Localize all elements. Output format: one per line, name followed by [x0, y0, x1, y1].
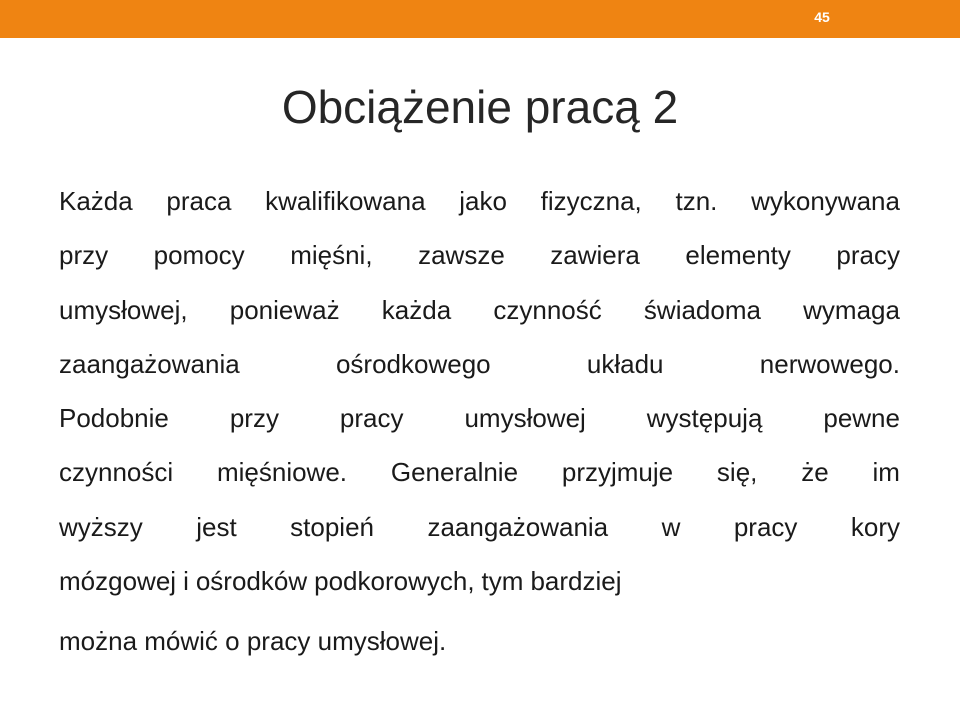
- body-word: zaangażowania: [59, 348, 240, 379]
- body-text: [59, 178, 900, 612]
- body-word: umysłowej,: [59, 294, 188, 325]
- body-word: pracy: [339, 403, 404, 434]
- body-word: tzn.: [675, 186, 718, 216]
- body-word: wymaga: [803, 294, 900, 325]
- body-word: mózgowej: [59, 566, 177, 597]
- body-line: [59, 178, 900, 232]
- body-word: Generalnie: [390, 457, 519, 488]
- body-line: [59, 341, 900, 395]
- body-word: mięśni,: [290, 240, 373, 271]
- body-word: przyjmuje: [561, 457, 674, 488]
- body-line: [59, 504, 900, 558]
- body-line: [59, 232, 900, 286]
- body-word: stopień: [290, 511, 374, 542]
- body-word: zawsze: [418, 240, 505, 271]
- body-word: Każda: [59, 186, 133, 216]
- body-word: kory: [850, 511, 900, 542]
- body-line: [59, 558, 900, 612]
- body-word: pewne: [823, 403, 900, 434]
- body-word: tym: [481, 566, 524, 597]
- body-word: występują: [646, 403, 763, 434]
- body-word: zawiera: [550, 240, 640, 271]
- body-word: jest: [196, 511, 237, 542]
- body-word: zaangażowania: [427, 511, 609, 542]
- body-line: [59, 287, 900, 341]
- body-line: [59, 449, 900, 503]
- body-word: pomocy: [153, 240, 245, 271]
- body-word: umysłowej: [464, 403, 586, 434]
- body-word: czynność: [493, 294, 602, 325]
- body-word: ośrodkowego: [335, 348, 491, 379]
- final-line: można mówić o pracy umysłowej.: [59, 626, 447, 656]
- body-word: przy: [59, 240, 109, 271]
- body-word: ponieważ: [229, 294, 340, 325]
- body-word: pracy: [733, 511, 798, 542]
- body-word: wyższy: [59, 511, 143, 542]
- body-word: jako: [459, 186, 507, 216]
- body-word: mięśniowe.: [216, 457, 348, 488]
- body-word: w: [661, 511, 681, 542]
- body-word: elementy: [685, 240, 791, 271]
- body-word: kwalifikowana: [265, 186, 426, 216]
- body-word: się,: [716, 457, 758, 488]
- top-accent-bar: [0, 0, 960, 38]
- body-word: im: [872, 457, 900, 488]
- body-line: [59, 395, 900, 449]
- body-word: wykonywana: [751, 186, 900, 216]
- body-word: nerwowego.: [759, 348, 900, 379]
- page-number: 45: [814, 9, 830, 25]
- body-word: świadoma: [643, 294, 761, 325]
- body-word: bardziej: [530, 566, 622, 597]
- body-word: ośrodków: [195, 566, 308, 597]
- slide-title: Obciążenie pracą 2: [281, 81, 679, 133]
- body-word: czynności: [59, 457, 174, 488]
- body-word: pracy: [836, 240, 900, 271]
- body-word: praca: [166, 186, 232, 216]
- body-word: Podobnie: [59, 403, 169, 434]
- body-word: układu: [586, 348, 664, 379]
- body-word: fizyczna,: [540, 186, 642, 216]
- body-word: i: [183, 566, 189, 597]
- body-word: każda: [381, 294, 452, 325]
- body-word: przy: [229, 403, 279, 434]
- body-word: że: [801, 457, 829, 488]
- body-word: podkorowych,: [314, 566, 475, 597]
